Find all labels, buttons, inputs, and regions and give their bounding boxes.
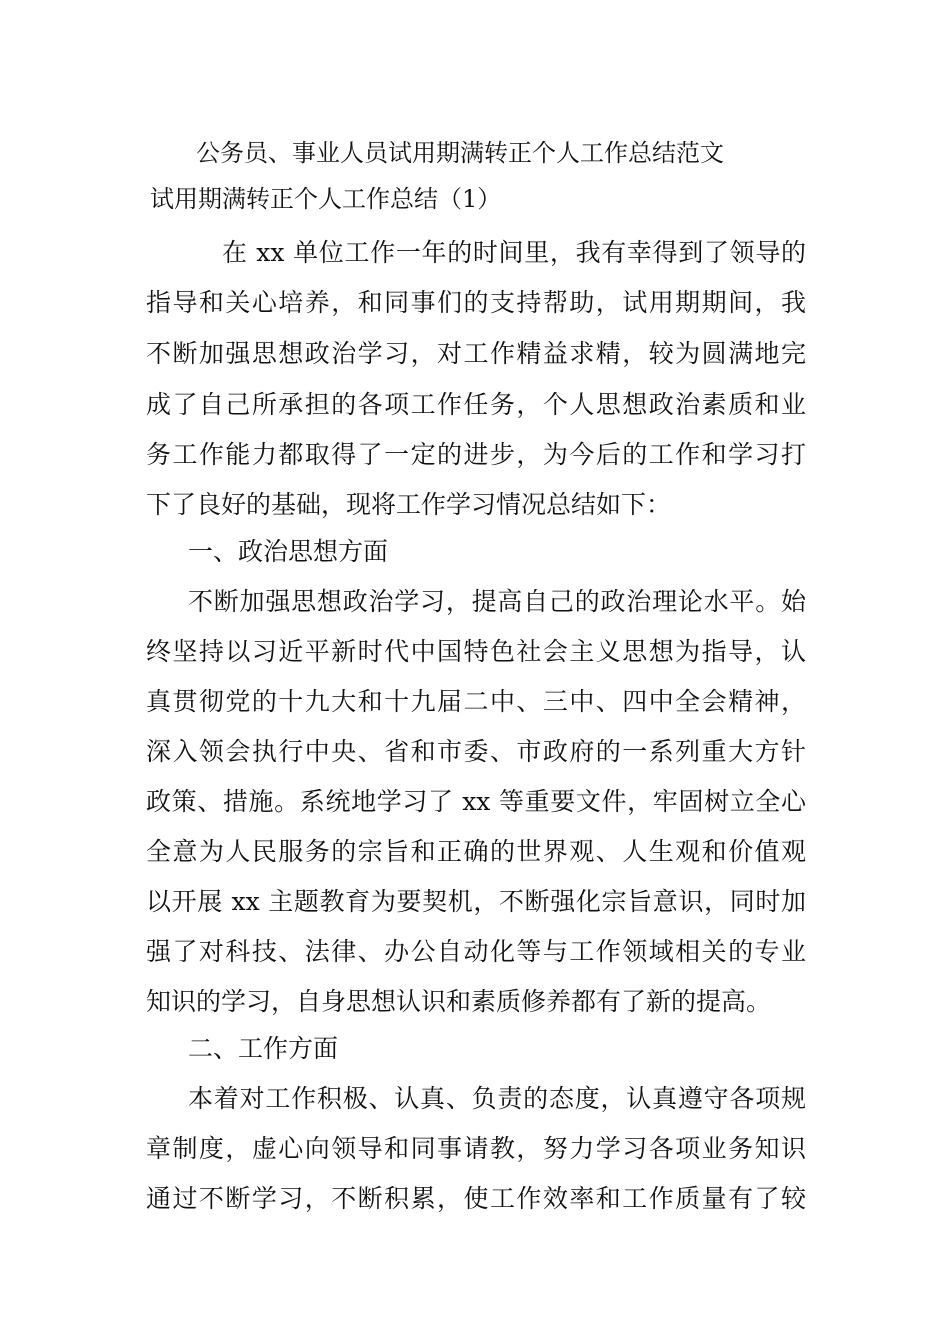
paragraph-line: 终坚持以习近平新时代中国特色社会主义思想为指导，认 bbox=[146, 637, 806, 666]
paragraph-line: 成了自己所承担的各项工作任务，个人思想政治素质和业 bbox=[146, 390, 806, 419]
paragraph-line: 不断加强思想政治学习，对工作精益求精，较为圆满地完 bbox=[146, 339, 806, 368]
paragraph-line: 全意为人民服务的宗旨和正确的世界观、人生观和价值观 bbox=[146, 837, 806, 866]
paragraph-line: 下了良好的基础，现将工作学习情况总结如下： bbox=[146, 490, 672, 519]
section-heading: 一、政治思想方面 bbox=[188, 537, 389, 566]
paragraph-line: 知识的学习，自身思想认识和素质修养都有了新的提高。 bbox=[146, 987, 772, 1016]
paragraph-line: 不断加强思想政治学习，提高自己的政治理论水平。始 bbox=[188, 587, 806, 616]
paragraph-line: 指导和关心培养，和同事们的支持帮助，试用期期间，我 bbox=[146, 288, 806, 317]
paragraph-line: 本着对工作积极、认真、负责的态度，认真遵守各项规 bbox=[188, 1084, 806, 1113]
paragraph-line: 政策、措施。系统地学习了 xx 等重要文件，牢固树立全心 bbox=[146, 787, 806, 816]
document-subtitle: 试用期满转正个人工作总结（1） bbox=[150, 185, 502, 213]
document-title: 公务员、事业人员试用期满转正个人工作总结范文 bbox=[196, 139, 724, 167]
paragraph-line: 章制度，虚心向领导和同事请教，努力学习各项业务知识 bbox=[146, 1134, 806, 1163]
paragraph-line: 务工作能力都取得了一定的进步，为今后的工作和学习打 bbox=[146, 440, 806, 469]
paragraph-line: 通过不断学习，不断积累，使工作效率和工作质量有了较 bbox=[146, 1184, 806, 1213]
paragraph-line: 在 xx 单位工作一年的时间里，我有幸得到了领导的 bbox=[222, 238, 806, 267]
section-heading: 二、工作方面 bbox=[188, 1034, 339, 1063]
paragraph-line: 真贯彻党的十九大和十九届二中、三中、四中全会精神， bbox=[146, 687, 806, 716]
paragraph-line: 深入领会执行中央、省和市委、市政府的一系列重大方针 bbox=[146, 737, 806, 766]
paragraph-line: 以开展 xx 主题教育为要契机，不断强化宗旨意识，同时加 bbox=[146, 887, 806, 916]
paragraph-line: 强了对科技、法律、办公自动化等与工作领域相关的专业 bbox=[146, 937, 806, 966]
